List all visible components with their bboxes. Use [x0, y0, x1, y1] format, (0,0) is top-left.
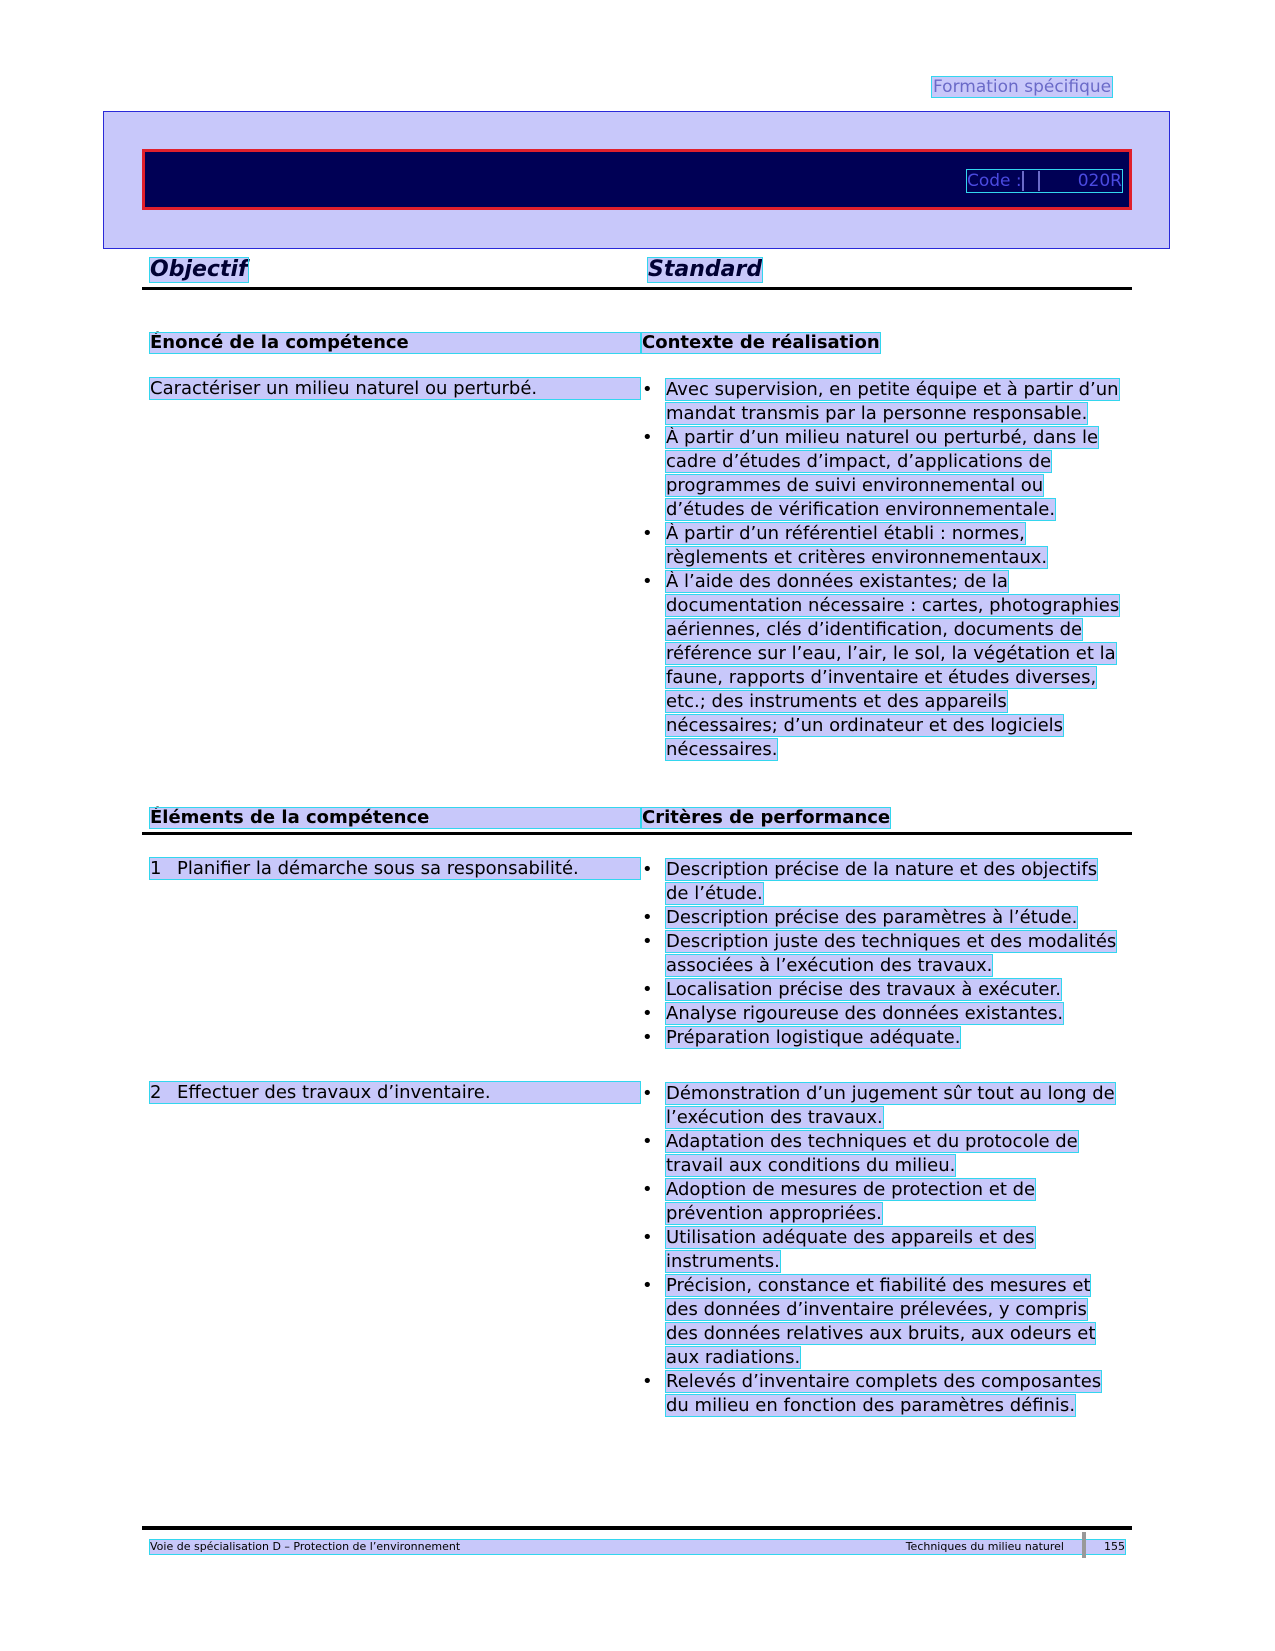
competency-element — [150, 858, 640, 879]
running-header: Formation spécifique — [933, 77, 1112, 97]
bullet-icon: • — [642, 1371, 653, 1392]
bullet-icon: • — [642, 1227, 653, 1248]
list-item: • Démonstration d’un jugement sûr tout au long de l’exécution des travaux. — [642, 1083, 1115, 1128]
list-item: • Description précise de la nature et des objectifs de l’étude. — [642, 859, 1098, 904]
bullet-icon: • — [642, 1003, 653, 1024]
list-item: • Précision, constance et fiabilité des mesures et des données d’inventaire prélevées, y compris des données relatives aux bruits, aux odeurs et aux radiations. — [642, 1275, 1096, 1368]
bullet-icon: • — [642, 571, 653, 592]
code-separator — [1022, 171, 1040, 191]
bullet-icon: • — [642, 1179, 653, 1200]
bullet-icon: • — [642, 427, 653, 448]
list-item: • Description précise des paramètres à l’étude. — [642, 907, 1078, 928]
criteria-heading: Critères de performance — [642, 807, 891, 828]
list-item: • À partir d’un milieu naturel ou perturbé, dans le cadre d’études d’impact, d’applications de programmes de suivi environnemental ou d’études de vérification environnementale. — [642, 427, 1099, 520]
list-item: • À partir d’un référentiel établi : normes, règlements et critères environnementaux. — [642, 523, 1048, 568]
list-item: • À l’aide des données existantes; de la documentation nécessaire : cartes, photographies aériennes, clés d’identification, documents de référence sur l’eau, l’air, le sol, la végétation et la faune, rapports d’inventaire et études diverses, etc.; des instruments et des appareils nécessaires; d’un ordinateur et des logiciels nécessaires. — [642, 571, 1120, 760]
bullet-icon: • — [642, 1275, 653, 1296]
bullet-icon: • — [642, 379, 653, 400]
context-heading: Contexte de réalisation — [642, 332, 880, 353]
footer-left-text: Voie de spécialisation D – Protection de l’environnement — [150, 1540, 461, 1553]
page-number: 155 — [1104, 1540, 1125, 1553]
bullet-icon: • — [642, 931, 653, 952]
title-rule — [142, 287, 1132, 290]
element-number: 2 — [150, 1082, 162, 1103]
bullet-icon: • — [642, 1131, 653, 1152]
list-item: • Analyse rigoureuse des données existantes. — [642, 1003, 1064, 1024]
statement-heading: Énoncé de la compétence — [150, 333, 640, 353]
standard-title: Standard — [648, 257, 763, 282]
footer-divider — [1082, 1532, 1086, 1558]
objective-title: Objectif — [150, 257, 248, 282]
competency-code — [967, 170, 1122, 192]
competency-element — [150, 1082, 640, 1103]
list-item: • Adaptation des techniques et du protocole de travail aux conditions du milieu. — [642, 1131, 1078, 1176]
list-item: • Utilisation adéquate des appareils et des instruments. — [642, 1227, 1035, 1272]
bullet-icon: • — [642, 1027, 653, 1048]
list-item: • Avec supervision, en petite équipe et à partir d’un mandat transmis par la personne responsable. — [642, 379, 1119, 424]
footer-rule — [142, 1526, 1132, 1530]
bullet-icon: • — [642, 907, 653, 928]
bullet-icon: • — [642, 859, 653, 880]
page-footer — [150, 1540, 1125, 1554]
footer-right-text: Techniques du milieu naturel — [905, 1540, 1064, 1553]
element-number: 1 — [150, 858, 162, 879]
bullet-icon: • — [642, 523, 653, 544]
list-item: • Relevés d’inventaire complets des composantes du milieu en fonction des paramètres définis. — [642, 1371, 1102, 1416]
bullet-icon: • — [642, 1083, 653, 1104]
competency-statement: Caractériser un milieu naturel ou perturbé. — [150, 378, 640, 399]
criteria-list — [642, 858, 1122, 1050]
list-item: • Localisation précise des travaux à exécuter. — [642, 979, 1061, 1000]
context-list — [642, 378, 1122, 762]
code-value: 020R — [1077, 171, 1122, 191]
elements-rule — [142, 832, 1132, 835]
list-item: • Adoption de mesures de protection et de prévention appropriées. — [642, 1179, 1036, 1224]
list-item: • Description juste des techniques et des modalités associées à l’exécution des travaux. — [642, 931, 1117, 976]
criteria-list — [642, 1082, 1122, 1418]
elements-heading: Éléments de la compétence — [150, 808, 640, 828]
element-label: Effectuer des travaux d’inventaire. — [177, 1082, 491, 1103]
element-label: Planifier la démarche sous sa responsabilité. — [177, 858, 579, 879]
list-item: • Préparation logistique adéquate. — [642, 1027, 961, 1048]
bullet-icon: • — [642, 979, 653, 1000]
code-label: Code : — [967, 171, 1022, 191]
